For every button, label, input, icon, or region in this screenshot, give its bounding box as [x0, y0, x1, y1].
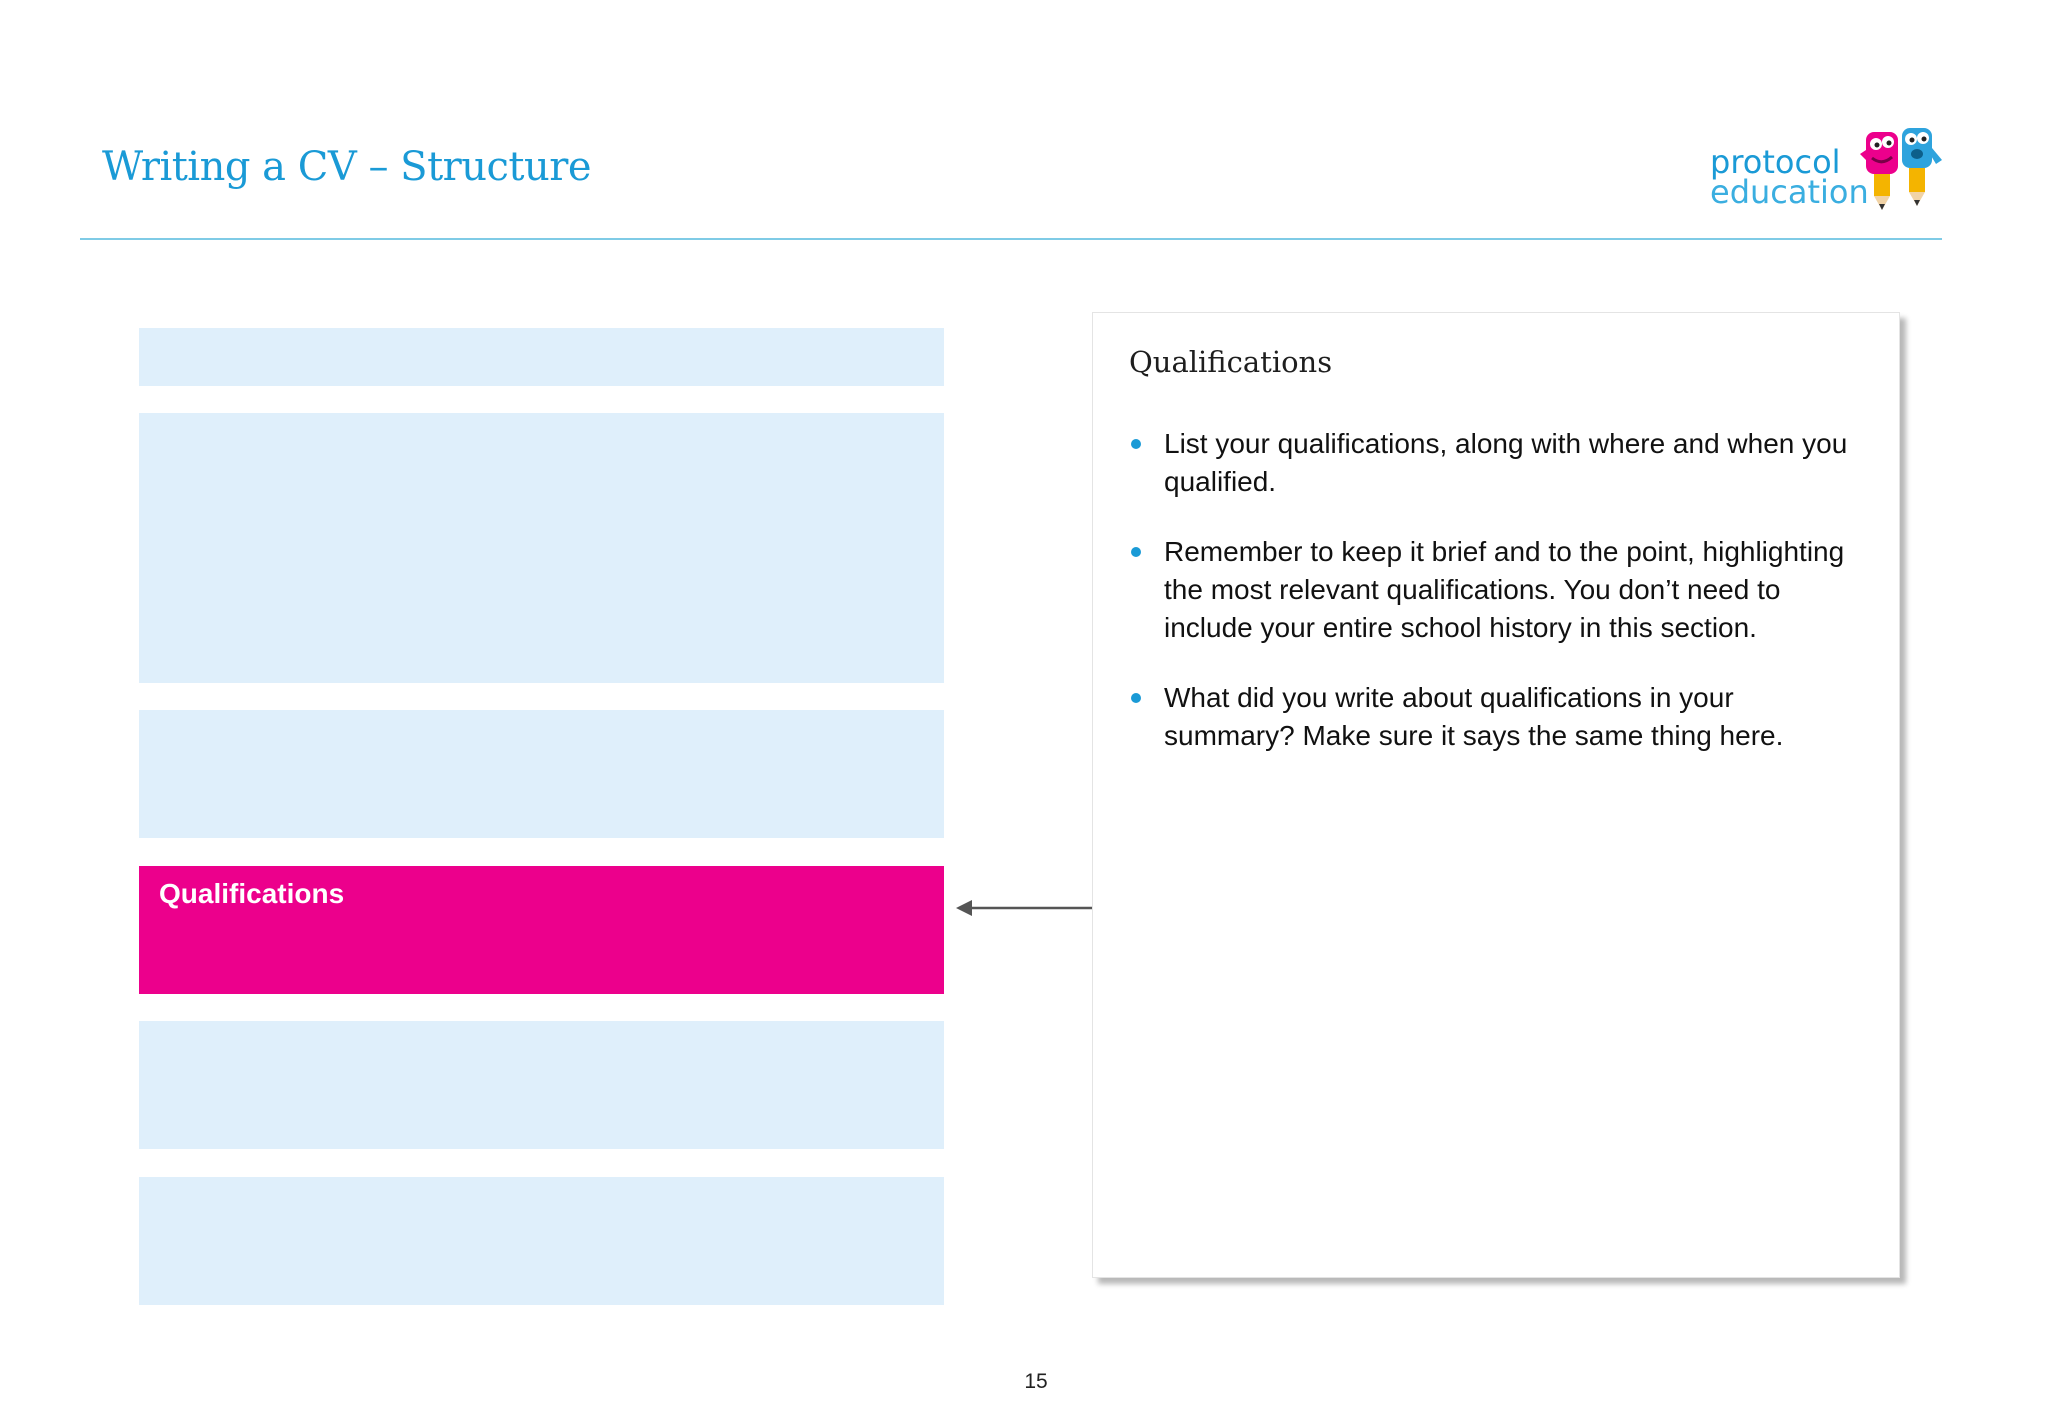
cv-section-block-5 [139, 1021, 944, 1149]
qualifications-info-panel [1092, 312, 1900, 1278]
cv-section-block-qualifications [139, 866, 944, 994]
left-arrow-icon [956, 896, 1093, 920]
page-title: Writing a CV – Structure [102, 144, 592, 190]
panel-title: Qualifications [1129, 345, 1333, 379]
logo-text-protocol: protocol [1710, 143, 1841, 181]
bullet-text: List your qualifications, along with where and when you qualified. [1164, 428, 1848, 497]
cv-section-block-3 [139, 710, 944, 838]
bullet-list [1129, 425, 1849, 787]
bullet-text: What did you write about qualifications in your summary? Make sure it says the same thing here. [1164, 682, 1784, 751]
bullet-dot-icon [1131, 693, 1141, 703]
logo-text-education: education [1710, 173, 1869, 211]
cv-section-block-1 [139, 328, 944, 386]
bullet-dot-icon [1131, 439, 1141, 449]
bullet-item [1129, 679, 1849, 755]
bullet-text: Remember to keep it brief and to the point, highlighting the most relevant qualifications. You don’t need to include your entire school history in this section. [1164, 536, 1845, 643]
protocol-education-logo [1706, 124, 1946, 224]
header-divider [80, 238, 1942, 240]
page-number: 15 [1024, 1370, 1048, 1393]
cv-section-block-2 [139, 413, 944, 683]
cv-section-block-6 [139, 1177, 944, 1305]
pencil-mascots-icon [1852, 124, 1946, 224]
cv-section-label-qualifications: Qualifications [159, 878, 345, 909]
bullet-dot-icon [1131, 547, 1141, 557]
bullet-item [1129, 533, 1849, 647]
bullet-item [1129, 425, 1849, 501]
